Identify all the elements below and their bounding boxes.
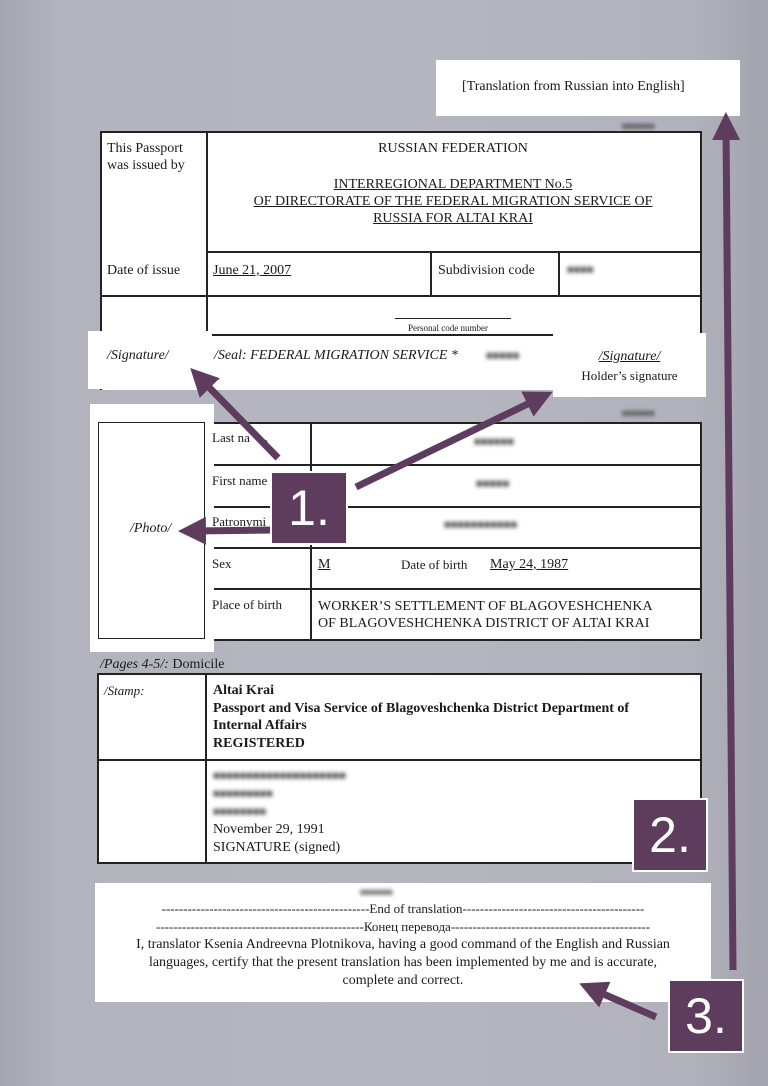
place-of-birth-label: Place of birth <box>212 597 283 612</box>
doc-number-redacted-3: ■■■■■■ <box>360 887 393 897</box>
arrow-to-holder-signature <box>356 398 540 487</box>
seal-text: /Seal: FEDERAL MIGRATION SERVICE * <box>214 348 458 363</box>
doc-number-redacted-1: ■■■■■■ <box>622 121 655 131</box>
arrow-to-signature <box>200 378 278 458</box>
signature-left: /Signature/ <box>107 348 169 363</box>
arrow-to-photo <box>192 530 272 531</box>
date-of-issue-label: Date of issue <box>107 263 181 278</box>
patronymic-label: Patronymi <box>212 514 267 529</box>
end-of-translation: ------------------------------------------------End of translation------------------------------------------ <box>161 901 645 916</box>
certification-text: I, translator Ksenia Andreevna Plotnikova, having a good command of the English and Russian languages, certify that the present translation has been implemented by me and is accurate, complete and correct. <box>136 937 670 988</box>
place-of-birth-value: WORKER’S SETTLEMENT OF BLAGOVESHCHENKA OF BLAGOVESHCHENKA DISTRICT OF ALTAI KRAI <box>318 599 653 631</box>
translation-header: [Translation from Russian into English] <box>462 79 685 94</box>
last-name-label: Last na <box>212 430 250 445</box>
stamp-text: Altai Krai Passport and Visa Service of Blagoveshchenka District Department of Internal Affairs REGISTERED <box>213 683 630 751</box>
registration-date: November 29, 1991 <box>213 822 325 837</box>
first-name-redacted: ■■■■■ <box>476 478 510 490</box>
stamp-label: /Stamp: <box>104 683 145 698</box>
sex-label: Sex <box>212 556 232 571</box>
subdivision-code-redacted: ■■■■ <box>567 264 594 276</box>
issued-by-label: This Passport was issued by <box>107 141 185 173</box>
doc-number-redacted-2: ■■■■■■ <box>622 408 655 418</box>
photo-label: /Photo/ <box>130 521 172 536</box>
address-redacted-2: ■■■■■■■■■ <box>213 788 273 800</box>
address-redacted-1: ■■■■■■■■■■■■■■■■■■■■ <box>213 770 346 782</box>
end-of-translation-ru: ------------------------------------------------Конец перевода---------------------------------------------- <box>156 919 650 934</box>
address-redacted-3: ■■■■■■■■ <box>213 806 267 818</box>
holder-signature-label: Holder’s signature <box>581 368 678 383</box>
first-name-label: First name <box>212 473 268 488</box>
dob-label: Date of birth <box>401 557 468 572</box>
signature-signed: SIGNATURE (signed) <box>213 840 341 855</box>
arrow-to-certification <box>592 989 656 1017</box>
holder-signature: /Signature/ <box>598 349 661 364</box>
issuer-country: RUSSIAN FEDERATION <box>378 141 528 156</box>
issuer-department: INTERREGIONAL DEPARTMENT No.5 OF DIRECTORATE OF THE FEDERAL MIGRATION SERVICE OF RUSSIA FOR ALTAI KRAI <box>253 177 653 226</box>
sex-value: M <box>318 557 331 572</box>
pages-label: /Pages 4-5/: <box>100 657 173 672</box>
seal-code-redacted: ■■■■■ <box>486 350 520 362</box>
callout-badge-2: 2. <box>632 798 708 872</box>
callout-badge-3: 3. <box>668 979 744 1053</box>
domicile-label: Domicile <box>172 657 225 672</box>
patronymic-redacted: ■■■■■■■■■■■ <box>444 519 518 531</box>
date-of-issue: June 21, 2007 <box>213 263 292 278</box>
subdivision-code-label: Subdivision code <box>438 263 535 278</box>
personal-code-label: Personal code number <box>408 323 488 333</box>
last-name-redacted: ■■■■■■ <box>474 436 514 448</box>
dob-value: May 24, 1987 <box>490 557 569 572</box>
callout-badge-1: 1. <box>270 471 348 545</box>
arrow-to-header <box>726 126 733 970</box>
